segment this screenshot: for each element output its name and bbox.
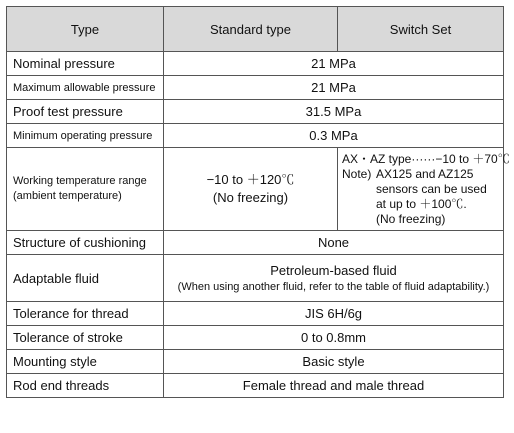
row-value-proof-test-pressure: 31.5 MPa <box>164 100 504 124</box>
temp-switch-note-2: sensors can be used <box>376 181 487 196</box>
table-row <box>7 231 504 255</box>
row-value-adaptable-fluid <box>164 255 504 302</box>
row-value-cushioning: None <box>164 231 504 255</box>
temp-switch-note-body <box>376 167 487 227</box>
row-label-thread-tolerance: Tolerance for thread <box>7 302 164 326</box>
header-standard-type: Standard type <box>164 7 338 52</box>
row-label-cushioning: Structure of cushioning <box>7 231 164 255</box>
row-label-temperature-range <box>7 148 164 231</box>
row-label-rod-end-threads: Rod end threads <box>7 374 164 398</box>
row-value-rod-end-threads: Female thread and male thread <box>164 374 504 398</box>
header-row <box>7 7 504 52</box>
temp-standard-line1: −10 to ＋120℃ <box>206 172 295 187</box>
temp-switch-note-label: Note) <box>342 166 372 181</box>
temp-switch-note-1: AX125 and AZ125 <box>376 166 474 181</box>
row-value-temperature-standard <box>164 148 338 231</box>
fluid-sub-text: (When using another fluid, refer to the table of fluid adaptability.) <box>177 281 490 293</box>
row-value-mounting-style: Basic style <box>164 350 504 374</box>
table-row <box>7 76 504 100</box>
temp-label-line2: (ambient temperature) <box>13 190 122 202</box>
table-row <box>7 148 504 231</box>
temp-switch-note-4: (No freezing) <box>376 211 446 226</box>
row-label-mounting-style: Mounting style <box>7 350 164 374</box>
temp-switch-note-3: at up to ＋100℃. <box>376 196 467 211</box>
row-label-nominal-pressure: Nominal pressure <box>7 52 164 76</box>
row-label-min-operating-pressure: Minimum operating pressure <box>7 124 164 148</box>
header-switch-set: Switch Set <box>338 7 504 52</box>
temp-standard-line2: (No freezing) <box>212 190 289 205</box>
table-row <box>7 374 504 398</box>
spec-table-container <box>6 6 510 420</box>
table-row <box>7 326 504 350</box>
row-value-min-operating-pressure: 0.3 MPa <box>164 124 504 148</box>
table-row <box>7 124 504 148</box>
header-type: Type <box>7 7 164 52</box>
temp-switch-line1: AX・AZ type······−10 to ＋70℃ <box>342 151 510 166</box>
table-row <box>7 255 504 302</box>
table-row <box>7 302 504 326</box>
table-row <box>7 100 504 124</box>
row-value-nominal-pressure: 21 MPa <box>164 52 504 76</box>
row-value-max-allowable-pressure: 21 MPa <box>164 76 504 100</box>
row-label-max-allowable-pressure: Maximum allowable pressure <box>7 76 164 100</box>
row-value-temperature-switch-set <box>338 148 510 231</box>
row-value-thread-tolerance: JIS 6H/6g <box>164 302 504 326</box>
temp-label-line1: Working temperature range <box>13 175 147 187</box>
temp-switch-note <box>342 167 503 227</box>
row-label-adaptable-fluid: Adaptable fluid <box>7 255 164 302</box>
spec-table <box>6 6 510 398</box>
row-value-stroke-tolerance: 0 to 0.8mm <box>164 326 504 350</box>
row-label-stroke-tolerance: Tolerance of stroke <box>7 326 164 350</box>
table-row <box>7 350 504 374</box>
fluid-main-text: Petroleum-based fluid <box>270 263 397 278</box>
table-row <box>7 52 504 76</box>
row-label-proof-test-pressure: Proof test pressure <box>7 100 164 124</box>
